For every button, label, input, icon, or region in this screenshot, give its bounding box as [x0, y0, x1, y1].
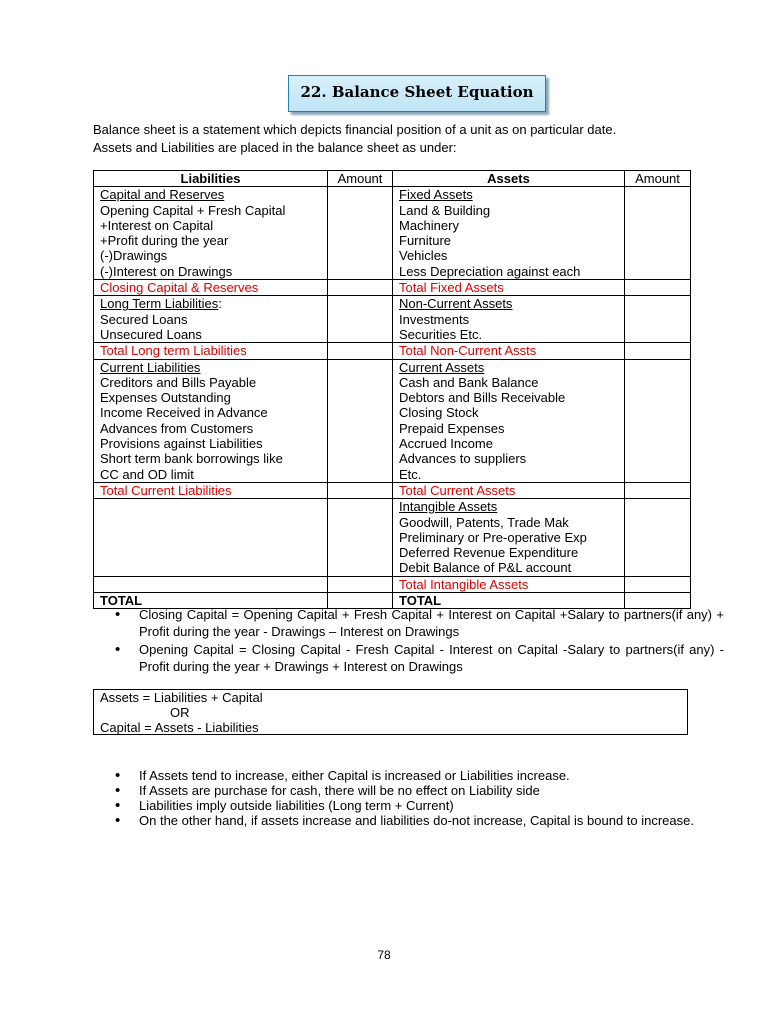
list-item: +Profit during the year — [100, 233, 229, 249]
amount-cell — [625, 280, 691, 296]
list-item: • Liabilities imply outside liabilities (Long term + Current) — [139, 798, 724, 813]
amount-cell — [328, 499, 393, 576]
list-item: Secured Loans — [100, 311, 188, 327]
list-item: Machinery — [399, 217, 459, 233]
capital-formula-list — [93, 606, 724, 676]
header-amount-liabilities: Amount — [328, 171, 393, 187]
non-current-heading: Non-Current Assets — [399, 296, 513, 312]
long-term-heading-line — [100, 296, 321, 311]
amount-cell — [328, 187, 393, 280]
list-item: • If Assets are purchase for cash, there will be no effect on Liability side — [139, 783, 724, 798]
fixed-assets-heading: Fixed Assets — [399, 187, 473, 203]
table-row — [94, 296, 691, 343]
capital-reserves-cell — [94, 187, 328, 280]
amount-cell — [625, 187, 691, 280]
header-assets: Assets — [393, 171, 625, 187]
list-item: Investments — [399, 311, 470, 327]
table-row — [94, 482, 691, 498]
capital-reserves-heading: Capital and Reserves — [100, 187, 225, 203]
list-item: Furniture — [399, 233, 452, 249]
header-amount-assets: Amount — [625, 171, 691, 187]
list-item: +Interest on Capital — [100, 217, 214, 233]
list-item: Preliminary or Pre-operative Exp — [399, 529, 587, 545]
current-assets-heading: Current Assets — [399, 359, 485, 375]
amount-cell — [625, 343, 691, 359]
current-assets-cell — [393, 359, 625, 482]
amount-cell — [625, 359, 691, 482]
list-item: Income Received in Advance — [100, 405, 268, 421]
current-liabilities-cell — [94, 359, 328, 482]
list-item: CC and OD limit — [100, 466, 194, 482]
list-item: Expenses Outstanding — [100, 390, 231, 406]
list-item: Vehicles — [399, 248, 448, 264]
table-row — [94, 280, 691, 296]
total-current-liabilities: Total Current Liabilities — [94, 482, 328, 498]
empty-cell — [94, 576, 328, 592]
table-row — [94, 187, 691, 280]
list-item: Unsecured Loans — [100, 326, 202, 342]
non-current-assets-cell — [393, 296, 625, 343]
intro-line-2: Assets and Liabilities are placed in the balance sheet as under: — [93, 140, 457, 155]
amount-cell — [328, 576, 393, 592]
list-item: Debit Balance of P&L account — [399, 560, 572, 576]
list-item: Land & Building — [399, 202, 491, 218]
amount-cell — [328, 343, 393, 359]
list-item: Accrued Income — [399, 436, 493, 452]
long-term-heading: Long Term Liabilities — [100, 296, 219, 312]
list-item: • If Assets tend to increase, either Capital is increased or Liabilities increase. — [139, 768, 724, 783]
amount-cell — [625, 576, 691, 592]
list-item: • On the other hand, if assets increase and liabilities do-not increase, Capital is bound to increase. — [139, 813, 724, 828]
list-item: • Opening Capital = Closing Capital - Fresh Capital - Interest on Capital -Salary to partners(if any) - Profit during the year + Drawings + Interest on Drawings — [139, 641, 724, 675]
equation-box — [93, 689, 688, 735]
intro-paragraph — [93, 121, 693, 157]
amount-cell — [328, 359, 393, 482]
list-item: Less Depreciation against each — [399, 263, 581, 279]
intro-line-1: Balance sheet is a statement which depicts financial position of a unit as on particular date. — [93, 122, 617, 137]
list-item: Etc. — [399, 466, 422, 482]
list-item: Creditors and Bills Payable — [100, 374, 257, 390]
section-title: 22. Balance Sheet Equation — [288, 75, 546, 112]
amount-cell — [625, 296, 691, 343]
list-item: Closing Stock — [399, 405, 479, 421]
intangible-heading: Intangible Assets — [399, 499, 498, 515]
total-long-term-liabilities: Total Long term Liabilities — [94, 343, 328, 359]
equation-or: OR — [170, 705, 190, 720]
list-item: Securities Etc. — [399, 326, 483, 342]
header-liabilities: Liabilities — [94, 171, 328, 187]
amount-cell — [625, 499, 691, 576]
empty-cell — [94, 499, 328, 576]
table-row — [94, 499, 691, 576]
amount-cell — [328, 482, 393, 498]
amount-cell — [625, 482, 691, 498]
list-item: Provisions against Liabilities — [100, 436, 263, 452]
equation-line-2: Capital = Assets - Liabilities — [100, 720, 259, 735]
table-row — [94, 576, 691, 592]
table-row — [94, 343, 691, 359]
list-item: Advances from Customers — [100, 420, 254, 436]
list-item: Debtors and Bills Receivable — [399, 390, 566, 406]
total-non-current-assets: Total Non-Current Assts — [393, 343, 625, 359]
balance-sheet-table — [93, 170, 691, 609]
total-closing-capital: Closing Capital & Reserves — [94, 280, 328, 296]
list-item: (-)Interest on Drawings — [100, 263, 233, 279]
list-item: Cash and Bank Balance — [399, 374, 539, 390]
list-item: • Closing Capital = Opening Capital + Fresh Capital + Interest on Capital +Salary to partners(if any) + Profit during the year - Drawings – Interest on Drawings — [139, 606, 724, 640]
long-term-liabilities-cell — [94, 296, 328, 343]
list-item: Short term bank borrowings like — [100, 451, 283, 467]
intangible-assets-cell — [393, 499, 625, 576]
total-current-assets: Total Current Assets — [393, 482, 625, 498]
total-liabilities-label: TOTAL — [94, 593, 328, 609]
list-item: Prepaid Expenses — [399, 420, 505, 436]
total-assets-label: TOTAL — [393, 593, 625, 609]
list-item: Deferred Revenue Expenditure — [399, 545, 579, 561]
table-header-row — [94, 171, 691, 187]
current-liabilities-heading: Current Liabilities — [100, 359, 201, 375]
list-item: (-)Drawings — [100, 248, 168, 264]
total-fixed-assets: Total Fixed Assets — [393, 280, 625, 296]
list-item: Opening Capital + Fresh Capital — [100, 202, 286, 218]
heading-colon: : — [218, 296, 222, 312]
list-item: Goodwill, Patents, Trade Mak — [399, 514, 569, 530]
amount-cell — [328, 280, 393, 296]
notes-list — [93, 768, 724, 828]
list-item: Advances to suppliers — [399, 451, 527, 467]
page-number: 78 — [377, 948, 391, 962]
total-intangible-assets: Total Intangible Assets — [393, 576, 625, 592]
amount-cell — [328, 296, 393, 343]
fixed-assets-cell — [393, 187, 625, 280]
equation-line-1: Assets = Liabilities + Capital — [100, 690, 263, 705]
table-row — [94, 359, 691, 482]
